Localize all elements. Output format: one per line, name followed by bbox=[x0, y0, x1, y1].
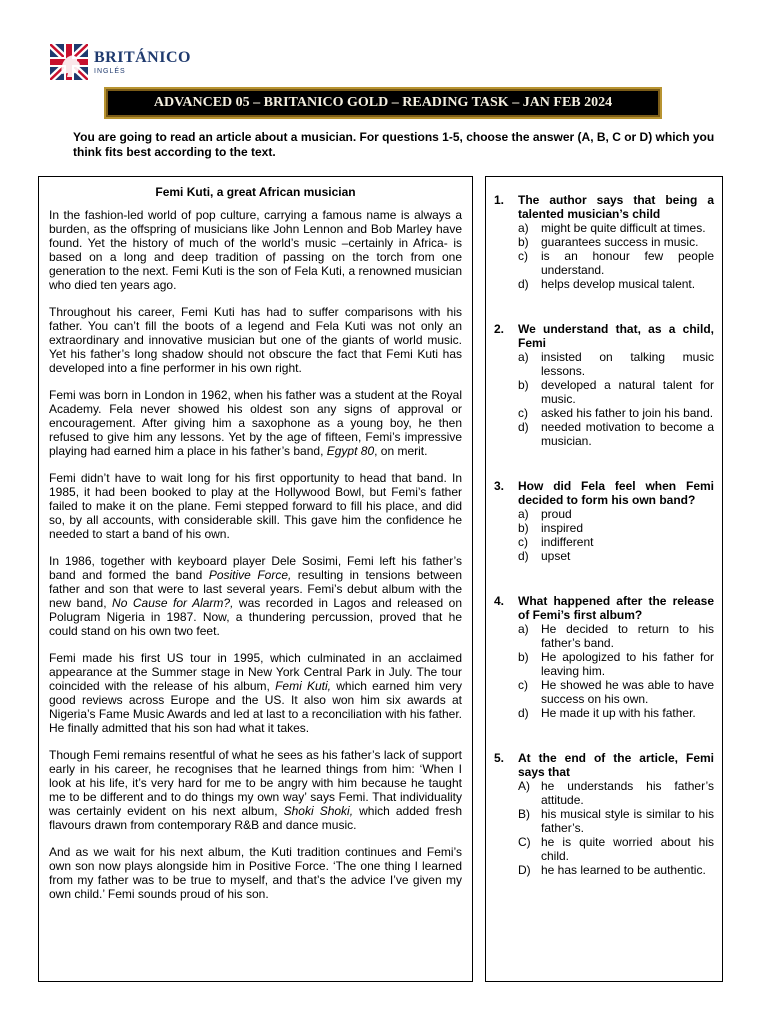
paragraph-text: resulting in tensions between father and son that were to last several years. Femi’s debut album with the new band, bbox=[49, 568, 462, 610]
question-stem bbox=[494, 322, 714, 350]
question-text: At the end of the article, Femi says that bbox=[518, 751, 714, 779]
option-letter: a) bbox=[518, 221, 529, 235]
article-paragraph bbox=[49, 651, 462, 735]
option-text: upset bbox=[541, 549, 571, 563]
option-letter: d) bbox=[518, 420, 529, 434]
answer-option bbox=[518, 235, 714, 249]
option-letter: D) bbox=[518, 863, 531, 877]
option-text: he has learned to be authentic. bbox=[541, 863, 706, 877]
option-text: developed a natural talent for music. bbox=[541, 378, 714, 406]
option-letter: c) bbox=[518, 406, 528, 420]
answer-option bbox=[518, 420, 714, 448]
britanico-logo bbox=[50, 44, 190, 84]
article-body bbox=[49, 208, 462, 901]
option-text: He showed he was able to have success on his own. bbox=[541, 678, 714, 706]
question-text: We understand that, as a child, Femi bbox=[518, 322, 714, 350]
option-letter: b) bbox=[518, 378, 529, 392]
question-item bbox=[494, 751, 714, 877]
option-text: insisted on talking music lessons. bbox=[541, 350, 714, 378]
answer-option bbox=[518, 549, 714, 563]
question-number: 4. bbox=[494, 594, 505, 608]
answer-option bbox=[518, 650, 714, 678]
answer-option bbox=[518, 706, 714, 720]
question-number: 3. bbox=[494, 479, 505, 493]
option-text: proud bbox=[541, 507, 572, 521]
italic-title: No Cause for Alarm?, bbox=[112, 596, 234, 610]
option-text: helps develop musical talent. bbox=[541, 277, 696, 291]
question-stem bbox=[494, 479, 714, 507]
answer-option bbox=[518, 277, 714, 291]
paragraph-text: was recorded in Lagos and released on Polugram Nigeria in 1987. Now, a thundering percussion, proved that he could stand on his own two feet. bbox=[49, 596, 462, 638]
option-letter: C) bbox=[518, 835, 531, 849]
question-item bbox=[494, 193, 714, 291]
question-stem bbox=[494, 751, 714, 779]
answer-option bbox=[518, 221, 714, 235]
option-letter: a) bbox=[518, 350, 529, 364]
italic-title: Positive Force, bbox=[208, 568, 292, 582]
article-paragraph bbox=[49, 388, 462, 458]
title-banner bbox=[104, 87, 662, 119]
option-text: He apologized to his father for leaving him. bbox=[541, 650, 714, 678]
option-letter: d) bbox=[518, 549, 529, 563]
question-stem bbox=[494, 193, 714, 221]
answer-option bbox=[518, 807, 714, 835]
option-text: guarantees success in music. bbox=[541, 235, 699, 249]
paragraph-text: In 1986, together with keyboard player Dele Sosimi, Femi left his father’s band and formed the band bbox=[49, 554, 462, 582]
question-item bbox=[494, 322, 714, 448]
answer-option bbox=[518, 521, 714, 535]
option-letter: b) bbox=[518, 650, 529, 664]
logo-sub-text: INGLÉS bbox=[94, 68, 126, 75]
answer-option bbox=[518, 350, 714, 378]
questions-box bbox=[485, 176, 723, 982]
instructions: You are going to read an article about a musician. For questions 1-5, choose the answer (A, B, C or D) which you think fits best according to the text. bbox=[73, 130, 715, 159]
question-stem bbox=[494, 594, 714, 622]
option-text: inspired bbox=[541, 521, 584, 535]
italic-title: Femi Kuti, bbox=[275, 679, 332, 693]
answer-option bbox=[518, 863, 714, 877]
option-letter: c) bbox=[518, 678, 528, 692]
italic-title: Egypt 80 bbox=[326, 444, 375, 458]
question-text: What happened after the release of Femi’s first album? bbox=[518, 594, 714, 622]
option-text: might be quite difficult at times. bbox=[541, 221, 706, 235]
question-text: The author says that being a talented musician’s child bbox=[518, 193, 714, 221]
option-text: He made it up with his father. bbox=[541, 706, 696, 720]
option-letter: b) bbox=[518, 235, 529, 249]
answer-option bbox=[518, 779, 714, 807]
answer-option bbox=[518, 406, 714, 420]
article-title: Femi Kuti, a great African musician bbox=[155, 185, 356, 199]
banner-title: ADVANCED 05 – BRITANICO GOLD – READING TASK – JAN FEB 2024 bbox=[108, 91, 658, 115]
answer-option bbox=[518, 378, 714, 406]
option-letter: d) bbox=[518, 706, 529, 720]
answer-option bbox=[518, 622, 714, 650]
question-number: 2. bbox=[494, 322, 505, 336]
question-number: 1. bbox=[494, 193, 505, 207]
question-item bbox=[494, 479, 714, 563]
option-text: he is quite worried about his child. bbox=[541, 835, 714, 863]
option-text: is an honour few people understand. bbox=[541, 249, 714, 277]
option-text: needed motivation to become a musician. bbox=[541, 420, 714, 448]
option-text: He decided to return to his father’s band. bbox=[541, 622, 714, 650]
article-paragraph bbox=[49, 845, 462, 901]
paragraph-text: Femi was born in London in 1962, when his father was a student at the Royal Academy. Fela never showed his oldest son any signs of approval or encouragement. After giving him a saxophone as a young boy, he then refused to give him any lessons. Yet by the age of fifteen, Femi’s impressive playing had earned him a place in his father’s band, bbox=[49, 388, 462, 458]
paragraph-text: , on merit. bbox=[374, 444, 428, 458]
paragraph-text: Throughout his career, Femi Kuti has had to suffer comparisons with his father. You can’t fill the boots of a legend and Fela Kuti was not only an extraordinary and innovative musician but one of the giants of world music. Yet his father’s long shadow should not obscure the fact that Femi Kuti has developed into a fine performer in his own right. bbox=[49, 305, 462, 375]
option-letter: A) bbox=[518, 779, 530, 793]
option-letter: d) bbox=[518, 277, 529, 291]
article-paragraph bbox=[49, 208, 462, 292]
answer-option bbox=[518, 249, 714, 277]
option-text: he understands his father’s attitude. bbox=[541, 779, 714, 807]
option-letter: a) bbox=[518, 507, 529, 521]
option-text: indifferent bbox=[541, 535, 594, 549]
answer-option bbox=[518, 835, 714, 863]
article-box bbox=[38, 176, 473, 982]
article-paragraph bbox=[49, 748, 462, 832]
option-text: his musical style is similar to his father’s. bbox=[541, 807, 714, 835]
answer-option bbox=[518, 507, 714, 521]
paragraph-text: which added fresh flavours drawn from contemporary R&B and dance music. bbox=[49, 804, 463, 832]
paragraph-text: In the fashion-led world of pop culture, carrying a famous name is always a burden, as the offspring of musicians like John Lennon and Bob Marley have found. Yet the history of much of the world’s music –certainly in Africa- is based on a long and deep tradition of passing on the torch from one generation to the next. Femi Kuti is the son of Fela Kuti, a renowned musician who died ten years ago. bbox=[49, 208, 462, 292]
union-flag-lion-icon bbox=[50, 44, 88, 80]
answer-option bbox=[518, 535, 714, 549]
option-letter: c) bbox=[518, 249, 528, 263]
option-letter: c) bbox=[518, 535, 528, 549]
paragraph-text: Femi made his first US tour in 1995, which culminated in an acclaimed appearance at the Summer stage in New York Central Park in July. The tour coincided with the release of his album, bbox=[49, 651, 462, 693]
question-number: 5. bbox=[494, 751, 505, 765]
option-letter: b) bbox=[518, 521, 529, 535]
option-letter: a) bbox=[518, 622, 529, 636]
questions-list bbox=[494, 193, 714, 877]
option-letter: B) bbox=[518, 807, 530, 821]
question-item bbox=[494, 594, 714, 720]
logo-brand-text: BRITÁNICO bbox=[94, 49, 191, 66]
article-paragraph bbox=[49, 471, 462, 541]
article-paragraph bbox=[49, 554, 462, 638]
paragraph-text: which earned him very good reviews across Europe and the US. It also won him six awards at Nigeria’s Fame Music Awards and led at last to a reconciliation with his father. He finally admitted that his son had what it takes. bbox=[49, 679, 463, 735]
paragraph-text: Though Femi remains resentful of what he sees as his father’s lack of support early in his career, he recognises that he learned things from him: ‘When I look at his life, it’s very hard for me to be angry with him because he taught me to be different and to do things my own way’ says Femi. That individuality was certainly evident on his next album, bbox=[49, 748, 462, 818]
article-paragraph bbox=[49, 305, 462, 375]
question-text: How did Fela feel when Femi decided to form his own band? bbox=[518, 479, 714, 507]
paragraph-text: And as we wait for his next album, the Kuti tradition continues and Femi’s own son now plays alongside him in Positive Force. ‘The one thing I learned from my father was to be true to myself, and that’s the advice I’ve given my own child.’ Femi sounds proud of his son. bbox=[49, 845, 462, 901]
option-text: asked his father to join his band. bbox=[541, 406, 714, 420]
italic-title: Shoki Shoki, bbox=[283, 804, 354, 818]
paragraph-text: Femi didn’t have to wait long for his first opportunity to head that band. In 1985, it had been booked to play at the Hollywood Bowl, but Femi’s father failed to make it on the plane. Femi stepped forward to fill his place, and did so, by all accounts, with considerable skill. This gave him the confidence he needed to start a band of his own. bbox=[49, 471, 462, 541]
answer-option bbox=[518, 678, 714, 706]
